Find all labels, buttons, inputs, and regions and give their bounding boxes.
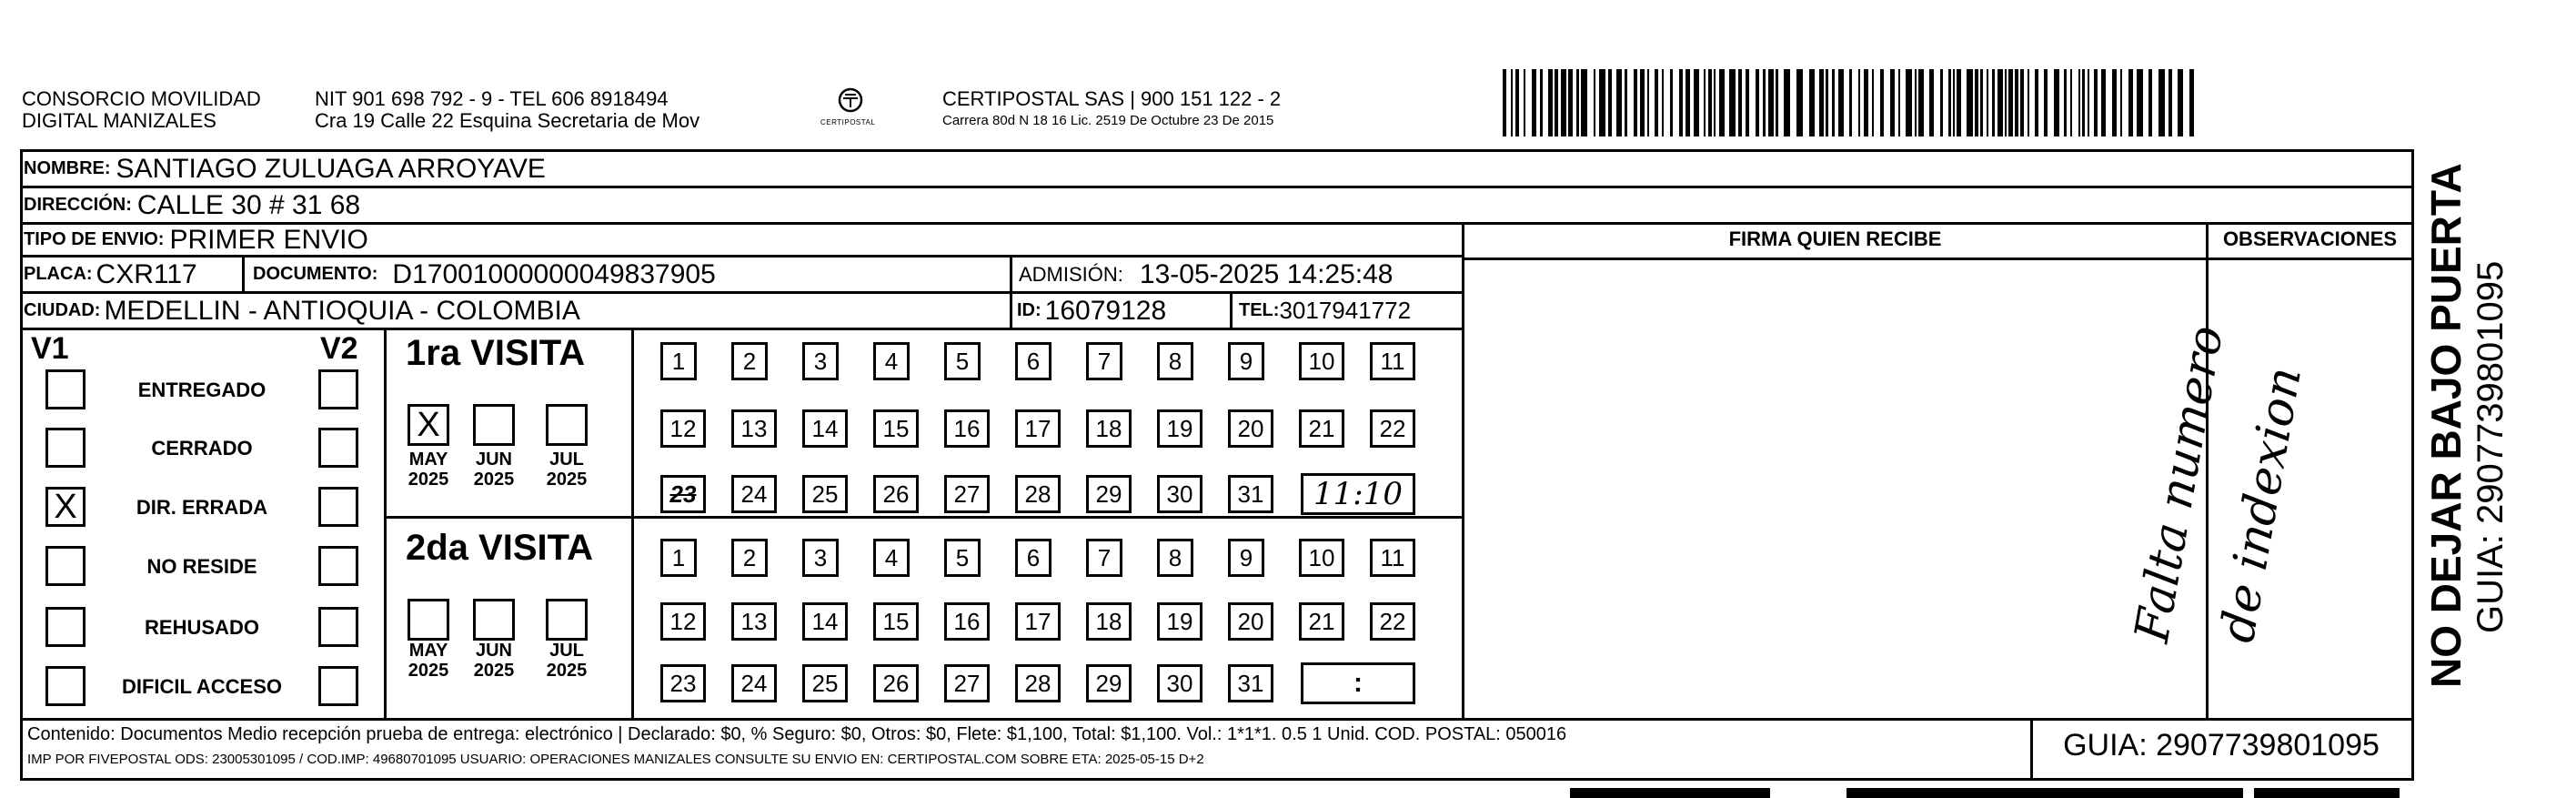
visit2-day-box[interactable]: 12 bbox=[660, 602, 706, 641]
status-label: REHUSADO bbox=[145, 616, 259, 639]
visit1-day-box[interactable]: 13 bbox=[731, 409, 777, 448]
visit1-year-label: 2025 bbox=[408, 470, 449, 490]
barcode-bar bbox=[2015, 69, 2018, 136]
visit1-day-box[interactable]: 25 bbox=[802, 475, 848, 513]
visit2-year-label: 2025 bbox=[408, 661, 449, 681]
visit1-day-box[interactable]: 4 bbox=[873, 342, 910, 380]
visit2-day-box[interactable]: 26 bbox=[873, 664, 919, 702]
barcode-bar bbox=[1832, 69, 1835, 136]
barcode-bar bbox=[1738, 69, 1742, 136]
visit2-day-box[interactable]: 22 bbox=[1370, 602, 1415, 641]
placa-label: PLACA: bbox=[24, 264, 93, 284]
visit2-day-box[interactable]: 20 bbox=[1228, 602, 1273, 641]
barcode-bar bbox=[2088, 69, 2089, 136]
barcode-bar bbox=[2028, 69, 2029, 136]
barcode-bar bbox=[1532, 69, 1536, 136]
row-ciudad bbox=[20, 294, 1464, 330]
guia-footer: GUIA: 2907739801095 bbox=[2063, 728, 2380, 763]
visit1-day-box[interactable]: 30 bbox=[1157, 475, 1202, 513]
barcode-bar bbox=[1524, 69, 1525, 136]
v1-checkbox[interactable] bbox=[45, 546, 86, 586]
barcode-bar bbox=[1872, 69, 1874, 136]
barcode-bar bbox=[1655, 69, 1658, 136]
visit1-day-box[interactable]: 15 bbox=[873, 409, 919, 448]
barcode-bar bbox=[2112, 69, 2117, 136]
visit1-day-box[interactable]: 7 bbox=[1086, 342, 1122, 380]
visit1-day-box[interactable]: 22 bbox=[1370, 409, 1415, 448]
barcode-bar bbox=[1561, 69, 1566, 136]
visit1-month-label: JUL bbox=[549, 450, 584, 470]
barcode-bar bbox=[1714, 69, 1716, 136]
handwritten-line1: Falta numero bbox=[2125, 321, 2235, 647]
visit2-day-box[interactable]: 15 bbox=[873, 602, 919, 641]
visit1-day-box[interactable]: 5 bbox=[944, 342, 981, 380]
visit2-day-box[interactable]: 24 bbox=[731, 664, 777, 702]
firma-label: FIRMA QUIEN RECIBE bbox=[1728, 227, 1942, 250]
barcode-bar bbox=[1515, 69, 1519, 136]
nit-line: NIT 901 698 792 - 9 - TEL 606 8918494 bbox=[315, 87, 669, 110]
visit2-year-label: 2025 bbox=[473, 661, 515, 681]
direccion-label: DIRECCIÓN: bbox=[24, 195, 132, 215]
imp-line: IMP POR FIVEPOSTAL ODS: 23005301095 / COD.IMP: 49680701095 USUARIO: OPERACIONES MANIZALES CONSULTE SU ENVIO EN: CERTIPOSTAL.COM SOBRE ETA: 2025-05-15 D+2 bbox=[27, 752, 1204, 767]
barcode-bar bbox=[1980, 69, 1983, 136]
barcode-bar bbox=[1581, 69, 1587, 136]
observaciones-label: OBSERVACIONES bbox=[2222, 227, 2398, 250]
tel-label: TEL: bbox=[1239, 300, 1280, 320]
barcode-bar bbox=[2082, 69, 2085, 136]
barcode-bar bbox=[1918, 69, 1924, 136]
tipo-label: TIPO DE ENVIO: bbox=[24, 229, 165, 249]
visit2-day-box[interactable]: 17 bbox=[1015, 602, 1061, 641]
visit2-month-label: JUL bbox=[549, 641, 584, 661]
visit2-day-box[interactable]: 14 bbox=[802, 602, 848, 641]
barcode-bar bbox=[1568, 69, 1573, 136]
barcode-bar bbox=[1647, 69, 1649, 136]
barcode-bar bbox=[1858, 69, 1860, 136]
barcode-bar bbox=[1948, 69, 1951, 136]
barcode-bar bbox=[1809, 69, 1815, 136]
barcode-bar bbox=[1640, 69, 1645, 136]
visit1-day-box[interactable]: 2 bbox=[731, 342, 768, 380]
visit2-year-label: 2025 bbox=[546, 661, 588, 681]
barcode-bar bbox=[1746, 69, 1749, 136]
barcode-bar bbox=[1796, 69, 1803, 136]
visit2-day-box[interactable]: 27 bbox=[944, 664, 990, 702]
visit1-month-label: JUN bbox=[475, 450, 512, 470]
barcode-bar bbox=[1503, 69, 1506, 136]
status-label: NO RESIDE bbox=[146, 555, 257, 578]
visit1-year-label: 2025 bbox=[546, 470, 588, 490]
visit2-day-box[interactable]: 18 bbox=[1086, 602, 1132, 641]
visit1-month-label: MAY bbox=[408, 450, 448, 470]
status-label: CERRADO bbox=[151, 437, 253, 460]
barcode-bar bbox=[1608, 69, 1612, 136]
barcode-bar bbox=[2148, 69, 2152, 136]
v1-checkbox[interactable] bbox=[45, 666, 86, 706]
visit1-title: 1ra VISITA bbox=[406, 333, 586, 373]
visit1-day-box[interactable]: 29 bbox=[1086, 475, 1132, 513]
barcode-bar bbox=[2168, 69, 2172, 136]
barcode-bar bbox=[2158, 69, 2165, 136]
v2-checkbox[interactable] bbox=[318, 428, 358, 468]
v1-checkbox[interactable]: X bbox=[45, 487, 86, 527]
visit2-time: : bbox=[1301, 662, 1415, 704]
visit1-day-box[interactable]: 16 bbox=[944, 409, 990, 448]
visit1-day-box[interactable]: 28 bbox=[1015, 475, 1061, 513]
barcode-bar bbox=[1953, 69, 1955, 136]
barcode-bar bbox=[1594, 69, 1595, 136]
id-label: ID: bbox=[1017, 300, 1041, 320]
visit1-month-box[interactable] bbox=[473, 404, 515, 446]
barcode-bar bbox=[1729, 69, 1736, 136]
visit2-day-box[interactable]: 6 bbox=[1015, 539, 1052, 577]
barcode-bar bbox=[1864, 69, 1868, 136]
visit1-day-box[interactable]: 14 bbox=[802, 409, 848, 448]
barcode-bar bbox=[2137, 69, 2143, 136]
barcode-bar bbox=[1826, 69, 1828, 136]
barcode-bar bbox=[2101, 69, 2106, 136]
barcode-bar bbox=[2005, 69, 2007, 136]
barcode-bar bbox=[1708, 69, 1712, 136]
certipostal-line1: CERTIPOSTAL SAS | 900 151 122 - 2 bbox=[942, 87, 1282, 110]
barcode-bar bbox=[2120, 69, 2122, 136]
visit1-time: 11:10 bbox=[1301, 473, 1415, 515]
visit2-day-box[interactable]: 4 bbox=[873, 539, 910, 577]
barcode-bar bbox=[1768, 69, 1774, 136]
v1-checkbox[interactable] bbox=[45, 428, 86, 468]
barcode-bar bbox=[2064, 69, 2067, 136]
visit1-day-box[interactable]: 10 bbox=[1299, 342, 1344, 380]
status-label: DIFICIL ACCESO bbox=[121, 675, 282, 698]
admision-label: ADMISIÓN: bbox=[1019, 262, 1123, 286]
visit1-day-box[interactable]: 23 bbox=[660, 475, 706, 513]
barcode-bar bbox=[1625, 69, 1627, 136]
visit2-day-box[interactable]: 29 bbox=[1086, 664, 1132, 702]
barcode-bar bbox=[1511, 69, 1513, 136]
barcode-bar bbox=[1992, 69, 1995, 136]
visit1-day-box[interactable]: 31 bbox=[1228, 475, 1273, 513]
status-label: DIR. ERRADA bbox=[136, 496, 268, 519]
visit2-day-box[interactable]: 5 bbox=[944, 539, 981, 577]
barcode-bar bbox=[1929, 69, 1934, 136]
barcode-bar bbox=[1540, 69, 1543, 136]
v2-checkbox[interactable] bbox=[318, 546, 358, 586]
side-guia: GUIA: 2907739801095 bbox=[2470, 260, 2511, 633]
nombre-label: NOMBRE: bbox=[24, 158, 111, 178]
barcode-bar bbox=[1940, 69, 1943, 136]
barcode-bar bbox=[1685, 69, 1690, 136]
barcode-bar bbox=[1819, 69, 1824, 136]
visit1-day-box[interactable]: 17 bbox=[1015, 409, 1061, 448]
visit1-day-box[interactable]: 8 bbox=[1157, 342, 1193, 380]
barcode-bar bbox=[1898, 69, 1900, 136]
barcode-bar bbox=[2128, 69, 2133, 136]
barcode-bar bbox=[1975, 69, 1978, 136]
barcode-bar bbox=[1784, 69, 1790, 136]
ciudad-label: CIUDAD: bbox=[24, 300, 101, 320]
visit2-day-box[interactable]: 16 bbox=[944, 602, 990, 641]
barcode-bar bbox=[2078, 69, 2080, 136]
visit2-day-box[interactable]: 21 bbox=[1299, 602, 1344, 641]
v2-checkbox[interactable] bbox=[318, 666, 358, 706]
visit1-day-box[interactable]: 21 bbox=[1299, 409, 1344, 448]
company-name-line1: CONSORCIO MOVILIDAD bbox=[22, 87, 261, 110]
barcode-bar bbox=[1670, 69, 1673, 136]
barcode-bar bbox=[1694, 69, 1699, 136]
visit2-month-label: JUN bbox=[475, 641, 512, 661]
visit2-day-box[interactable]: 7 bbox=[1086, 539, 1122, 577]
barcode-bar bbox=[2178, 69, 2183, 136]
barcode-bar bbox=[2070, 69, 2072, 136]
barcode-bar bbox=[1756, 69, 1759, 136]
visit2-month-label: MAY bbox=[408, 641, 448, 661]
documento-label: DOCUMENTO: bbox=[253, 264, 378, 284]
barcode-bar bbox=[1880, 69, 1884, 136]
company-name-line2: DIGITAL MANIZALES bbox=[22, 109, 216, 132]
visit1-day-box[interactable]: 19 bbox=[1157, 409, 1202, 448]
barcode-bar bbox=[2054, 69, 2059, 136]
barcode-bar bbox=[1997, 69, 2003, 136]
tel-value: 3017941772 bbox=[1279, 297, 1412, 324]
barcode-bar bbox=[1662, 69, 1664, 136]
v2-label: V2 bbox=[320, 331, 358, 366]
visit1-month-box[interactable]: X bbox=[408, 404, 449, 446]
visit1-day-box[interactable]: 27 bbox=[944, 475, 990, 513]
row-direccion bbox=[20, 188, 2414, 225]
tipo-value: PRIMER ENVIO bbox=[169, 224, 368, 255]
visit1-day-box[interactable]: 24 bbox=[731, 475, 777, 513]
visit2-day-box[interactable]: 1 bbox=[660, 539, 697, 577]
nombre-value: SANTIAGO ZULUAGA ARROYAVE bbox=[116, 153, 546, 184]
visit2-title: 2da VISITA bbox=[406, 528, 593, 568]
status-label: ENTREGADO bbox=[137, 379, 267, 401]
barcode-bar bbox=[1957, 69, 1961, 136]
bottom-bar-1 bbox=[1570, 788, 1770, 798]
visit1-day-box[interactable]: 9 bbox=[1228, 342, 1264, 380]
visit2-day-box[interactable]: 2 bbox=[731, 539, 768, 577]
visit2-month-box[interactable] bbox=[546, 599, 588, 641]
visit2-month-box[interactable] bbox=[473, 599, 515, 641]
visit2-day-box[interactable]: 31 bbox=[1228, 664, 1273, 702]
barcode-bar bbox=[1987, 69, 1988, 136]
visit2-day-box[interactable]: 3 bbox=[802, 539, 839, 577]
barcode-bar bbox=[1890, 69, 1895, 136]
barcode-bar bbox=[1838, 69, 1844, 136]
documento-value: D17001000000049837905 bbox=[392, 258, 716, 289]
barcode-bar bbox=[1763, 69, 1766, 136]
barcode-bar bbox=[2008, 69, 2013, 136]
visit1-day-box[interactable]: 26 bbox=[873, 475, 919, 513]
visit2-day-box[interactable]: 19 bbox=[1157, 602, 1202, 641]
visit2-day-box[interactable]: 13 bbox=[731, 602, 777, 641]
visit2-day-box[interactable]: 23 bbox=[660, 664, 706, 702]
barcode-bar bbox=[1634, 69, 1637, 136]
visit2-month-box[interactable] bbox=[408, 599, 449, 641]
barcode-bar bbox=[1599, 69, 1605, 136]
v2-checkbox[interactable] bbox=[318, 607, 358, 647]
visit2-day-box[interactable]: 10 bbox=[1299, 539, 1344, 577]
bottom-bar-3 bbox=[2254, 788, 2400, 798]
barcode-bar bbox=[1548, 69, 1553, 136]
visit2-day-box[interactable]: 11 bbox=[1370, 539, 1415, 577]
visit2-day-box[interactable]: 30 bbox=[1157, 664, 1202, 702]
visit1-day-box[interactable]: 11 bbox=[1370, 342, 1415, 380]
barcode-bar bbox=[2020, 69, 2024, 136]
visit2-day-box[interactable]: 8 bbox=[1157, 539, 1193, 577]
visit2-day-box[interactable]: 28 bbox=[1015, 664, 1061, 702]
ciudad-value: MEDELLIN - ANTIOQUIA - COLOMBIA bbox=[104, 295, 580, 326]
visit1-month-box[interactable] bbox=[546, 404, 588, 446]
barcode-bar bbox=[1576, 69, 1579, 136]
row-placa bbox=[20, 258, 1464, 294]
id-value: 16079128 bbox=[1044, 295, 1167, 326]
barcode-bar bbox=[2189, 69, 2194, 136]
barcode-bar bbox=[1719, 69, 1725, 136]
row-nombre bbox=[20, 152, 2414, 188]
bottom-bar-2 bbox=[1846, 788, 2243, 798]
visit1-day-box[interactable]: 6 bbox=[1015, 342, 1052, 380]
barcode-bar bbox=[1849, 69, 1852, 136]
visit1-day-box[interactable]: 3 bbox=[802, 342, 839, 380]
barcode-bar bbox=[1915, 69, 1917, 136]
v2-checkbox[interactable] bbox=[318, 487, 358, 527]
direccion-value: CALLE 30 # 31 68 bbox=[136, 189, 361, 220]
visit1-year-label: 2025 bbox=[473, 470, 515, 490]
v1-checkbox[interactable] bbox=[45, 607, 86, 647]
row-tipo bbox=[20, 225, 1464, 258]
certipostal-logo bbox=[819, 86, 882, 135]
address-line: Cra 19 Calle 22 Esquina Secretaria de Mov bbox=[315, 109, 700, 132]
barcode-bar bbox=[1679, 69, 1683, 136]
visit1-day-box[interactable]: 12 bbox=[660, 409, 706, 448]
no-dejar-warning: NO DEJAR BAJO PUERTA bbox=[2422, 163, 2470, 688]
contenido-line: Contenido: Documentos Medio recepción prueba de entrega: electrónico | Declarado: $0, % Seguro: $0, Otros: $0, Flete: $1,100, Total: $1,100. Vol.: 1*1*1. 0.5 1 Unid. COD. POSTAL: 050016 bbox=[27, 724, 1567, 744]
visit1-day-box[interactable]: 18 bbox=[1086, 409, 1132, 448]
barcode-bar bbox=[1555, 69, 1558, 136]
admision-value: 13-05-2025 14:25:48 bbox=[1139, 258, 1394, 289]
barcode bbox=[1503, 69, 2196, 136]
visit1-day-box[interactable]: 1 bbox=[660, 342, 697, 380]
barcode-bar bbox=[1776, 69, 1778, 136]
placa-value: CXR117 bbox=[96, 258, 197, 289]
handwritten-line2: de indexion bbox=[2210, 363, 2313, 647]
barcode-bar bbox=[1967, 69, 1973, 136]
visit1-day-box[interactable]: 20 bbox=[1228, 409, 1273, 448]
barcode-bar bbox=[2035, 69, 2038, 136]
visit2-day-box[interactable]: 25 bbox=[802, 664, 848, 702]
barcode-bar bbox=[2044, 69, 2048, 136]
barcode-bar bbox=[1704, 69, 1706, 136]
v1-label: V1 bbox=[31, 331, 69, 366]
v1-checkbox[interactable] bbox=[45, 369, 86, 409]
logo-text: CERTIPOSTAL bbox=[820, 118, 876, 126]
certipostal-line2: Carrera 80d N 18 16 Lic. 2519 De Octubre 23 De 2015 bbox=[942, 113, 1274, 128]
barcode-bar bbox=[2094, 69, 2098, 136]
visit2-day-box[interactable]: 9 bbox=[1228, 539, 1264, 577]
v2-checkbox[interactable] bbox=[318, 369, 358, 409]
barcode-bar bbox=[1906, 69, 1912, 136]
barcode-bar bbox=[1616, 69, 1622, 136]
